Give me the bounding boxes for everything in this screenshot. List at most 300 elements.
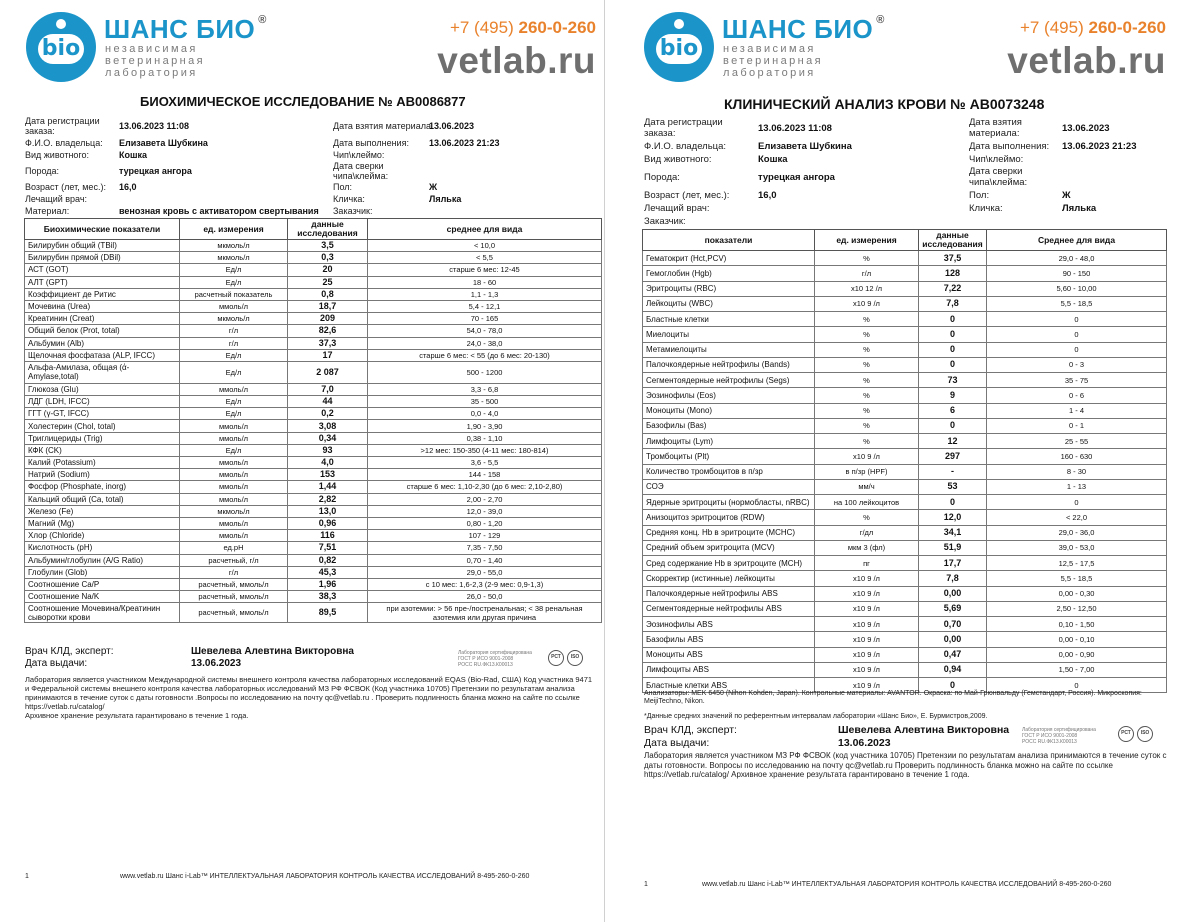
- row-parameter: Базофилы (Bas): [643, 418, 815, 433]
- row-value: 38,3: [288, 591, 368, 603]
- row-parameter: Анизоцитоз эритроцитов (RDW): [643, 510, 815, 525]
- table-row: [643, 556, 1167, 571]
- site-url[interactable]: vetlab.ru: [1007, 40, 1166, 81]
- row-value: 0,94: [919, 662, 987, 677]
- patient-info: Дата регистрации заказа: 13.06.2023 11:08 Ф.И.О. владельца: Елизавета Шубкина Вид животного: Кошка Порода: турецкая ангора Возраст (лет, мес.): 16,0 Лечащий врач: Заказчик: Дата взятия материала: 13.06.2023 Дата выполнения: 13.06.2023 21:23 Чип\клеймо: Дата сверки чипа\клейма: Пол: Ж Кличка: Лялька: [644, 117, 1137, 227]
- signature-block: Врач КЛД, эксперт: Шевелева Алевтина Викторовна Дата выдачи: 13.06.2023: [25, 646, 354, 669]
- row-unit: Ед/л: [180, 408, 288, 420]
- reference-note: *Данные средних значений по референтным интервалам лаборатории «Шанс Био», Е. Бурмистров,2009.: [644, 713, 988, 720]
- row-parameter: Кислотность (pH): [25, 542, 180, 554]
- row-reference: >12 мес: 150-350 (4-11 мес: 180-814): [368, 444, 602, 456]
- phone[interactable]: +7 (495) 260-0-260: [449, 18, 596, 37]
- row-unit: x10 9 /л: [815, 632, 919, 647]
- row-value: 89,5: [288, 603, 368, 623]
- row-unit: %: [815, 357, 919, 372]
- phone[interactable]: +7 (495) 260-0-260: [1019, 18, 1166, 37]
- table-row: [25, 361, 602, 383]
- row-unit: г/л: [180, 337, 288, 349]
- row-reference: 0: [987, 495, 1167, 510]
- row-parameter: Метамиелоциты: [643, 342, 815, 357]
- row-reference: 0,0 - 4,0: [368, 408, 602, 420]
- row-parameter: Натрий (Sodium): [25, 469, 180, 481]
- row-parameter: Гемоглобин (Hgb): [643, 266, 815, 281]
- row-reference: 2,00 - 2,70: [368, 493, 602, 505]
- table-row: [25, 300, 602, 312]
- row-parameter: Лимфоциты ABS: [643, 662, 815, 677]
- row-unit: x10 9 /л: [815, 586, 919, 601]
- row-value: 3,5: [288, 240, 368, 252]
- table-row: [643, 296, 1167, 311]
- table-row: [643, 342, 1167, 357]
- row-reference: 35 - 500: [368, 396, 602, 408]
- row-parameter: Бластные клетки ABS: [643, 678, 815, 693]
- row-reference: 29,0 - 36,0: [987, 525, 1167, 540]
- row-reference: 0,70 - 1,40: [368, 554, 602, 566]
- row-parameter: Лимфоциты (Lym): [643, 434, 815, 449]
- row-reference: 1 - 4: [987, 403, 1167, 418]
- table-row: [643, 449, 1167, 464]
- row-reference: 0,00 - 0,30: [987, 586, 1167, 601]
- table-row: [25, 591, 602, 603]
- row-value: 25: [288, 276, 368, 288]
- row-unit: ммоль/л: [180, 432, 288, 444]
- row-parameter: Скорректир (истинные) лейкоциты: [643, 571, 815, 586]
- row-reference: 5,4 - 12,1: [368, 300, 602, 312]
- row-parameter: Общий белок (Prot, total): [25, 325, 180, 337]
- row-unit: ммоль/л: [180, 300, 288, 312]
- table-row: [25, 542, 602, 554]
- row-value: 51,9: [919, 540, 987, 555]
- row-unit: x10 9 /л: [815, 571, 919, 586]
- row-value: 18,7: [288, 300, 368, 312]
- row-parameter: Альбумин/глобулин (A/G Ratio): [25, 554, 180, 566]
- row-reference: 2,50 - 12,50: [987, 601, 1167, 616]
- row-value: 0,96: [288, 517, 368, 529]
- row-reference: 0 - 1: [987, 418, 1167, 433]
- row-unit: %: [815, 418, 919, 433]
- quality-cert-icon: ISO: [567, 650, 583, 666]
- row-unit: %: [815, 251, 919, 266]
- row-unit: г/л: [180, 566, 288, 578]
- row-parameter: Ядерные эритроциты (нормобласты, nRBC): [643, 495, 815, 510]
- brand-tagline: независимая ветеринарная лаборатория: [105, 43, 206, 79]
- table-row: [25, 469, 602, 481]
- row-unit: на 100 лейкоцитов: [815, 495, 919, 510]
- table-row: [643, 617, 1167, 632]
- page-number: 1: [644, 881, 648, 888]
- row-value: 0,00: [919, 632, 987, 647]
- row-parameter: Альбумин (Alb): [25, 337, 180, 349]
- table-row: [25, 481, 602, 493]
- row-value: 7,8: [919, 571, 987, 586]
- row-value: 7,22: [919, 281, 987, 296]
- col-header: показатели: [643, 230, 815, 251]
- table-row: [643, 601, 1167, 616]
- row-value: 12,0: [919, 510, 987, 525]
- row-value: 1,44: [288, 481, 368, 493]
- row-value: 6: [919, 403, 987, 418]
- row-value: 0,70: [919, 617, 987, 632]
- row-reference: 3,3 - 6,8: [368, 383, 602, 395]
- row-reference: 0,00 - 0,10: [987, 632, 1167, 647]
- row-reference: 1,90 - 3,90: [368, 420, 602, 432]
- table-row: [643, 357, 1167, 372]
- row-unit: Ед/л: [180, 349, 288, 361]
- disclaimer: Лаборатория является участником Международной системы внешнего контроля качества лабораторных исследований EQAS (Bio-Rad, США) Код участника 9471 и Федеральной системы внешнего контроля качества лабораторных исследований МЗ РФ ФСВОК (Код участника 10705) Претензии по результатам анализа принимаются в течение суток с даты готовности .Вопросы по исследованию на почту qc@vetlab.ru . Проверить подлинность бланка можно на сайте по ссылке https://vetlab.ru/catalog/: [25, 675, 593, 711]
- row-unit: ммоль/л: [180, 383, 288, 395]
- row-value: 82,6: [288, 325, 368, 337]
- table-row: [643, 434, 1167, 449]
- row-unit: пг: [815, 556, 919, 571]
- page-divider: [604, 0, 605, 922]
- blood-count-table: [642, 229, 1167, 693]
- row-value: 0,34: [288, 432, 368, 444]
- table-row: [25, 493, 602, 505]
- row-parameter: Коэффициент де Ритис: [25, 288, 180, 300]
- row-unit: мкмоль/л: [180, 505, 288, 517]
- disclaimer: Лаборатория является участником МЗ РФ ФСВОК (код участника 10705) Претензии по результатам анализа принимаются в течение суток с даты готовности. Вопросы по исследованию на почту qc@vetlab.ru Проверить подлинность бланка можно на сайте по ссылке https://vetlab.ru/catalog/ Архивное хранение результата гарантировано в течение 1 года.: [644, 751, 1167, 779]
- table-row: [643, 388, 1167, 403]
- row-parameter: Эозинофилы ABS: [643, 617, 815, 632]
- table-row: [25, 444, 602, 456]
- row-value: 128: [919, 266, 987, 281]
- row-parameter: АЛТ (GPT): [25, 276, 180, 288]
- row-value: 93: [288, 444, 368, 456]
- table-row: [25, 505, 602, 517]
- brand-logo[interactable]: [26, 12, 266, 82]
- row-unit: x10 9 /л: [815, 449, 919, 464]
- table-row: [25, 383, 602, 395]
- contact-block: [946, 18, 1166, 82]
- row-reference: 1,1 - 1,3: [368, 288, 602, 300]
- table-row: [25, 554, 602, 566]
- table-row: [643, 525, 1167, 540]
- row-value: 45,3: [288, 566, 368, 578]
- row-value: 53: [919, 479, 987, 494]
- col-header: Среднее для вида: [987, 230, 1167, 251]
- row-value: 0,47: [919, 647, 987, 662]
- row-parameter: Холестерин (Chol, total): [25, 420, 180, 432]
- row-reference: 0: [987, 312, 1167, 327]
- table-row: [25, 288, 602, 300]
- row-unit: Ед/л: [180, 444, 288, 456]
- row-unit: расчетный, ммоль/л: [180, 591, 288, 603]
- patient-info: Дата регистрации заказа: 13.06.2023 11:08 Ф.И.О. владельца: Елизавета Шубкина Вид животного: Кошка Порода: турецкая ангора Возраст (лет, мес.): 16,0 Лечащий врач: Материал: венозная кровь с активатором свертывания Дата взятия материала 13.06.2023 Дата выполнения: 13.06.2023 21:23 Чип\клеймо: Дата сверки чипа\клейма: Пол: Ж Кличка: Лялька Заказчик:: [25, 116, 500, 216]
- brand-name: ШАНС БИО ®: [722, 14, 885, 44]
- row-reference: < 22,0: [987, 510, 1167, 525]
- page-number: 1: [25, 873, 29, 880]
- signature-block: Врач КЛД, эксперт: Шевелева Алевтина Викторовна Дата выдачи: 13.06.2023: [644, 724, 1010, 749]
- row-unit: x10 9 /л: [815, 678, 919, 693]
- row-value: 2,82: [288, 493, 368, 505]
- row-parameter: Количество тромбоцитов в п/зр: [643, 464, 815, 479]
- row-parameter: Магний (Mg): [25, 517, 180, 529]
- row-parameter: Креатинин (Creat): [25, 313, 180, 325]
- col-header: Биохимические показатели: [25, 219, 180, 240]
- row-parameter: КФК (CK): [25, 444, 180, 456]
- row-reference: 500 - 1200: [368, 361, 602, 383]
- row-reference: 0,80 - 1,20: [368, 517, 602, 529]
- row-parameter: ЛДГ (LDH, IFCC): [25, 396, 180, 408]
- row-reference: 7,35 - 7,50: [368, 542, 602, 554]
- row-reference: 90 - 150: [987, 266, 1167, 281]
- row-value: 153: [288, 469, 368, 481]
- row-parameter: Соотношение Мочевина/Креатинин сыворотки крови: [25, 603, 180, 623]
- row-value: 13,0: [288, 505, 368, 517]
- table-row: [25, 349, 602, 361]
- row-parameter: Хлор (Chloride): [25, 530, 180, 542]
- row-value: 0: [919, 495, 987, 510]
- row-unit: мкмоль/л: [180, 313, 288, 325]
- row-parameter: Мочевина (Urea): [25, 300, 180, 312]
- row-reference: 1 - 13: [987, 479, 1167, 494]
- row-parameter: Соотношение Na/K: [25, 591, 180, 603]
- table-row: [25, 530, 602, 542]
- table-row: [25, 420, 602, 432]
- quality-cert-icon: ISO: [1137, 726, 1153, 742]
- row-unit: ед.pH: [180, 542, 288, 554]
- row-unit: в п/зр (HPF): [815, 464, 919, 479]
- row-reference: 0 - 3: [987, 357, 1167, 372]
- row-reference: 144 - 158: [368, 469, 602, 481]
- site-url[interactable]: vetlab.ru: [437, 40, 596, 81]
- row-value: 4,0: [288, 457, 368, 469]
- row-parameter: Сегментоядерные нейтрофилы ABS: [643, 601, 815, 616]
- row-value: 7,8: [919, 296, 987, 311]
- table-row: [643, 495, 1167, 510]
- col-header: данные исследования: [919, 230, 987, 251]
- row-parameter: Альфа-Амилаза, общая (ά-Amylase,total): [25, 361, 180, 383]
- brand-tagline: независимая ветеринарная лаборатория: [723, 43, 824, 79]
- bio-logo-icon: bio: [644, 12, 714, 82]
- row-unit: %: [815, 312, 919, 327]
- table-row: [643, 327, 1167, 342]
- biochemistry-table: [24, 218, 602, 623]
- row-parameter: Эритроциты (RBC): [643, 281, 815, 296]
- row-parameter: Палочкоядерные нейтрофилы ABS: [643, 586, 815, 601]
- row-unit: г/дл: [815, 525, 919, 540]
- row-value: 0: [919, 357, 987, 372]
- row-reference: 35 - 75: [987, 373, 1167, 388]
- row-unit: расчетный, ммоль/л: [180, 603, 288, 623]
- row-unit: Ед/л: [180, 361, 288, 383]
- row-parameter: Триглицериды (Trig): [25, 432, 180, 444]
- row-parameter: Билирубин общий (TBil): [25, 240, 180, 252]
- table-row: [25, 603, 602, 623]
- table-row: [643, 479, 1167, 494]
- row-reference: 12,5 - 17,5: [987, 556, 1167, 571]
- row-unit: x10 9 /л: [815, 617, 919, 632]
- row-reference: 0,10 - 1,50: [987, 617, 1167, 632]
- col-header: ед. измерения: [815, 230, 919, 251]
- row-unit: ммоль/л: [180, 530, 288, 542]
- row-parameter: Моноциты (Mono): [643, 403, 815, 418]
- row-parameter: Глобулин (Glob): [25, 566, 180, 578]
- rst-cert-icon: РСТ: [548, 650, 564, 666]
- page-title: КЛИНИЧЕСКИЙ АНАЛИЗ КРОВИ № AB0073248: [724, 96, 1045, 112]
- row-parameter: Миелоциты: [643, 327, 815, 342]
- row-parameter: Лейкоциты (WBC): [643, 296, 815, 311]
- table-row: [643, 373, 1167, 388]
- row-value: 7,0: [288, 383, 368, 395]
- row-unit: ммоль/л: [180, 481, 288, 493]
- table-row: [25, 337, 602, 349]
- row-value: 5,69: [919, 601, 987, 616]
- row-value: 0: [919, 312, 987, 327]
- row-parameter: Базофилы ABS: [643, 632, 815, 647]
- row-value: 297: [919, 449, 987, 464]
- brand-name: ШАНС БИО ®: [104, 14, 267, 44]
- contact-block: [376, 18, 596, 82]
- row-parameter: Моноциты ABS: [643, 647, 815, 662]
- row-unit: ммоль/л: [180, 420, 288, 432]
- certification-icons: [1118, 726, 1153, 742]
- table-row: [25, 457, 602, 469]
- table-row: [25, 276, 602, 288]
- row-unit: x10 9 /л: [815, 647, 919, 662]
- row-reference: 70 - 165: [368, 313, 602, 325]
- row-parameter: ГГТ (γ-GT, IFCC): [25, 408, 180, 420]
- col-header: ед. измерения: [180, 219, 288, 240]
- table-row: [25, 566, 602, 578]
- row-reference: 25 - 55: [987, 434, 1167, 449]
- row-reference: старше 6 мес: < 55 (до 6 мес: 20-130): [368, 349, 602, 361]
- certification-text: Лаборатория сертифицирована ГОСТ Р ИСО 9001-2008 РОСС RU.ФК13.К00013: [1022, 727, 1096, 745]
- row-unit: x10 9 /л: [815, 296, 919, 311]
- row-unit: мкмоль/л: [180, 240, 288, 252]
- row-value: 7,51: [288, 542, 368, 554]
- row-unit: ммоль/л: [180, 469, 288, 481]
- row-reference: < 10,0: [368, 240, 602, 252]
- row-reference: 26,0 - 50,0: [368, 591, 602, 603]
- row-parameter: Средняя конц. Hb в эритроците (MCHC): [643, 525, 815, 540]
- table-row: [25, 325, 602, 337]
- row-value: 17: [288, 349, 368, 361]
- table-row: [643, 632, 1167, 647]
- table-row: [643, 464, 1167, 479]
- row-reference: 160 - 630: [987, 449, 1167, 464]
- row-unit: %: [815, 342, 919, 357]
- row-unit: x10 9 /л: [815, 601, 919, 616]
- blood-count-report-page: [612, 0, 1200, 922]
- row-parameter: Тромбоциты (Plt): [643, 449, 815, 464]
- rst-cert-icon: РСТ: [1118, 726, 1134, 742]
- archive-note: Архивное хранение результата гарантировано в течение 1 года.: [25, 711, 249, 720]
- table-row: [643, 281, 1167, 296]
- row-value: 0,8: [288, 288, 368, 300]
- row-value: 3,08: [288, 420, 368, 432]
- certification-text: Лаборатория сертифицирована ГОСТ Р ИСО 9001-2008 РОСС RU.ФК13.К00013: [458, 650, 532, 668]
- row-unit: %: [815, 388, 919, 403]
- row-value: 44: [288, 396, 368, 408]
- row-parameter: Эозинофилы (Eos): [643, 388, 815, 403]
- row-unit: ммоль/л: [180, 517, 288, 529]
- row-parameter: Средний объем эритроцита (MCV): [643, 540, 815, 555]
- row-reference: 18 - 60: [368, 276, 602, 288]
- certification-icons: [548, 650, 583, 666]
- row-reference: при азотемии: > 56 пре-/постренальная; < 38 ренальная азотемия или другая причина: [368, 603, 602, 623]
- table-row: [25, 313, 602, 325]
- row-parameter: Фосфор (Phosphate, inorg): [25, 481, 180, 493]
- page-title: БИОХИМИЧЕСКОЕ ИССЛЕДОВАНИЕ № AB0086877: [140, 94, 466, 109]
- row-value: 0,82: [288, 554, 368, 566]
- row-value: 0: [919, 327, 987, 342]
- row-reference: 54,0 - 78,0: [368, 325, 602, 337]
- row-unit: %: [815, 403, 919, 418]
- table-row: [643, 251, 1167, 266]
- row-reference: 107 - 129: [368, 530, 602, 542]
- row-value: 12: [919, 434, 987, 449]
- row-unit: x10 12 /л: [815, 281, 919, 296]
- row-value: 73: [919, 373, 987, 388]
- row-unit: %: [815, 327, 919, 342]
- row-reference: 0 - 6: [987, 388, 1167, 403]
- row-reference: 1,50 - 7,00: [987, 662, 1167, 677]
- row-value: 9: [919, 388, 987, 403]
- table-row: [643, 510, 1167, 525]
- page-footer: www.vetlab.ru Шанс i-Lab™ ИНТЕЛЛЕКТУАЛЬНАЯ ЛАБОРАТОРИЯ КОНТРОЛЬ КАЧЕСТВА ИССЛЕДОВАНИЙ 8-495-260-0-260: [120, 873, 530, 880]
- row-unit: расчетный показатель: [180, 288, 288, 300]
- row-reference: 24,0 - 38,0: [368, 337, 602, 349]
- row-parameter: Сегментоядерные нейтрофилы (Segs): [643, 373, 815, 388]
- row-value: 0: [919, 342, 987, 357]
- row-unit: расчетный, г/л: [180, 554, 288, 566]
- row-reference: 8 - 30: [987, 464, 1167, 479]
- row-unit: мкм 3 (фл): [815, 540, 919, 555]
- row-reference: 0: [987, 678, 1167, 693]
- table-row: [25, 264, 602, 276]
- row-value: 37,3: [288, 337, 368, 349]
- row-reference: с 10 мес: 1,6-2,3 (2-9 мес: 0,9-1,3): [368, 578, 602, 590]
- row-unit: Ед/л: [180, 264, 288, 276]
- row-parameter: Калий (Potassium): [25, 457, 180, 469]
- table-row: [25, 252, 602, 264]
- row-reference: 3,6 - 5,5: [368, 457, 602, 469]
- row-reference: < 5,5: [368, 252, 602, 264]
- row-parameter: Бластные клетки: [643, 312, 815, 327]
- row-reference: 0: [987, 327, 1167, 342]
- table-row: [25, 396, 602, 408]
- row-unit: %: [815, 373, 919, 388]
- row-value: 116: [288, 530, 368, 542]
- brand-logo[interactable]: [644, 12, 884, 82]
- row-unit: Ед/л: [180, 396, 288, 408]
- row-reference: старше 6 мес: 1,10-2,30 (до 6 мес: 2,10-2,80): [368, 481, 602, 493]
- row-parameter: Соотношение Ca/P: [25, 578, 180, 590]
- row-reference: 0,38 - 1,10: [368, 432, 602, 444]
- table-row: [25, 408, 602, 420]
- page-footer: www.vetlab.ru Шанс i-Lab™ ИНТЕЛЛЕКТУАЛЬНАЯ ЛАБОРАТОРИЯ КОНТРОЛЬ КАЧЕСТВА ИССЛЕДОВАНИЙ 8-495-260-0-260: [702, 881, 1112, 888]
- table-row: [25, 432, 602, 444]
- row-unit: %: [815, 510, 919, 525]
- row-reference: 0: [987, 342, 1167, 357]
- row-unit: ммоль/л: [180, 493, 288, 505]
- row-reference: 5,5 - 18,5: [987, 296, 1167, 311]
- row-parameter: Щелочная фосфатаза (ALP, IFCC): [25, 349, 180, 361]
- table-row: [643, 571, 1167, 586]
- row-reference: 29,0 - 48,0: [987, 251, 1167, 266]
- row-reference: 5,5 - 18,5: [987, 571, 1167, 586]
- row-reference: 39,0 - 53,0: [987, 540, 1167, 555]
- col-header: среднее для вида: [368, 219, 602, 240]
- table-row: [643, 266, 1167, 281]
- col-header: данные исследования: [288, 219, 368, 240]
- row-parameter: АСТ (GOT): [25, 264, 180, 276]
- table-row: [25, 578, 602, 590]
- row-value: 1,96: [288, 578, 368, 590]
- bio-logo-icon: bio: [26, 12, 96, 82]
- row-unit: %: [815, 434, 919, 449]
